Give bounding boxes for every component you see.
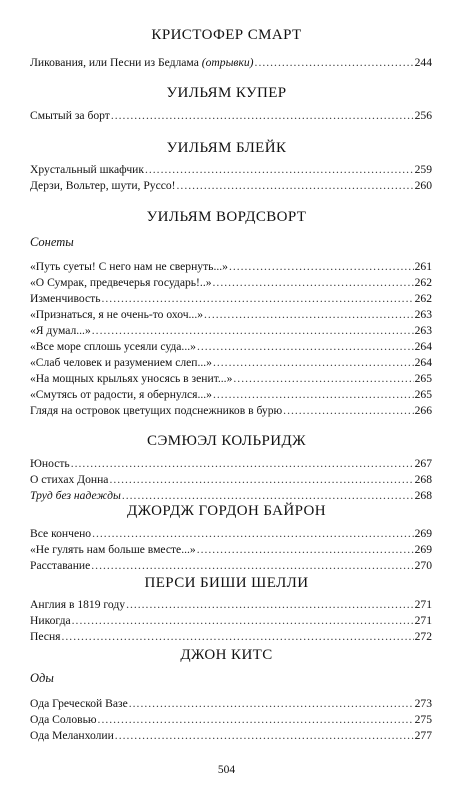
- entry-page: 260: [414, 179, 432, 192]
- entry-page: 264: [414, 356, 432, 369]
- entry-page: 263: [414, 308, 432, 321]
- entry-title: Все кончено: [30, 527, 92, 540]
- toc-entry: [30, 629, 432, 644]
- author-heading: СЭМЮЭЛ КОЛЬРИДЖ: [147, 433, 306, 449]
- entry-title: Расставание: [30, 559, 91, 572]
- entry-page: 272: [414, 630, 432, 643]
- toc-entry: [30, 613, 432, 628]
- author-heading: УИЛЬЯМ ВОРДСВОРТ: [146, 209, 307, 225]
- entry-page: 267: [414, 457, 432, 470]
- toc-entry: [30, 275, 432, 290]
- toc-entry: [30, 108, 432, 123]
- entry-page: 265: [414, 372, 432, 385]
- entry-page: 266: [414, 404, 432, 417]
- entry-title: Хрустальный шкафчик: [30, 163, 144, 176]
- entry-page: 259: [414, 163, 432, 176]
- toc-entry: [30, 307, 432, 322]
- entry-title: О стихах Донна: [30, 473, 109, 486]
- page-number: 504: [217, 764, 236, 776]
- author-heading: ДЖОРДЖ ГОРДОН БАЙРОН: [126, 503, 327, 519]
- toc-entry: [30, 355, 432, 370]
- entry-page: 270: [414, 559, 432, 572]
- entry-title: Песня: [30, 630, 61, 643]
- entry-page: 263: [414, 324, 432, 337]
- author-heading: ПЕРСИ БИШИ ШЕЛЛИ: [144, 575, 309, 591]
- entry-page: 277: [414, 729, 432, 742]
- toc-entry: [30, 162, 432, 177]
- entry-title: Дерзи, Вольтер, шути, Руссо!: [30, 179, 176, 192]
- entry-page: 275: [414, 713, 432, 726]
- toc-entry: [30, 55, 432, 70]
- toc-entry: [30, 259, 432, 274]
- entry-page: 264: [414, 340, 432, 353]
- entry-page: 269: [414, 543, 432, 556]
- entry-page: 271: [414, 598, 432, 611]
- entry-title: «Все море сплошь усеяли суда...»: [30, 340, 196, 353]
- toc-entry: [30, 291, 432, 306]
- entry-title: «Путь суеты! С него нам не свернуть...»: [30, 260, 228, 273]
- author-heading: УИЛЬЯМ КУПЕР: [166, 85, 287, 101]
- entry-title: «Я думал...»: [30, 324, 91, 337]
- entry-page: 271: [414, 614, 432, 627]
- entry-page: 268: [414, 489, 432, 502]
- entry-page: 256: [414, 109, 432, 122]
- entry-title: Англия в 1819 году: [30, 598, 126, 611]
- entry-title: «На мощных крыльях уносясь в зенит...»: [30, 372, 233, 385]
- entry-title: «Смутясь от радости, я обернулся...»: [30, 388, 212, 401]
- entry-title: Смытый за борт: [30, 109, 110, 122]
- entry-title: Ода Греческой Вазе: [30, 697, 128, 710]
- entry-title: Юность: [30, 457, 70, 470]
- entry-title: Ода Меланхолии: [30, 729, 114, 742]
- entry-page: 262: [414, 292, 432, 305]
- section-subheading: Оды: [30, 671, 54, 685]
- entry-page: 269: [414, 527, 432, 540]
- author-heading: ДЖОН КИТС: [180, 647, 273, 663]
- entry-title: Изменчивость: [30, 292, 101, 305]
- author-heading: УИЛЬЯМ БЛЕЙК: [166, 140, 287, 156]
- toc-entry: [30, 387, 432, 402]
- entry-title: Глядя на островок цветущих подснежников в бурю: [30, 404, 283, 417]
- toc-entry: [30, 728, 432, 743]
- toc-entry: [30, 558, 432, 573]
- author-heading: КРИСТОФЕР СМАРТ: [151, 27, 302, 43]
- entry-title: Никогда: [30, 614, 71, 627]
- entry-title: Ликования, или Песни из Бедлама: [30, 56, 199, 69]
- entry-title: «Слаб человек и разумением слеп...»: [30, 356, 212, 369]
- toc-entry: [30, 371, 432, 386]
- entry-title: «О Сумрак, предвечерья государь!..»: [30, 276, 212, 289]
- entry-title: «Не гулять нам больше вместе...»: [30, 543, 196, 556]
- toc-entry: [30, 696, 432, 711]
- entry-page: 261: [414, 260, 432, 273]
- toc-entry: [30, 712, 432, 727]
- toc-entry: [30, 526, 432, 541]
- toc-entry: [30, 339, 432, 354]
- entry-title: «Признаться, я не очень-то охоч...»: [30, 308, 204, 321]
- section-subheading: Сонеты: [30, 235, 74, 249]
- toc-entry: [30, 403, 432, 418]
- toc-entry: [30, 456, 432, 471]
- entry-page: 244: [414, 56, 432, 69]
- entry-page: 262: [414, 276, 432, 289]
- toc-entry: [30, 178, 432, 193]
- entry-title: Ода Соловью: [30, 713, 97, 726]
- entry-page: 265: [414, 388, 432, 401]
- entry-title: Труд без надежды: [30, 489, 121, 502]
- toc-entry: [30, 597, 432, 612]
- toc-entry: [30, 323, 432, 338]
- entry-page: 273: [414, 697, 432, 710]
- entry-page: 268: [414, 473, 432, 486]
- toc-entry: [30, 488, 432, 503]
- toc-entry: [30, 472, 432, 487]
- toc-entry: [30, 542, 432, 557]
- entry-note: (отрывки): [198, 56, 254, 69]
